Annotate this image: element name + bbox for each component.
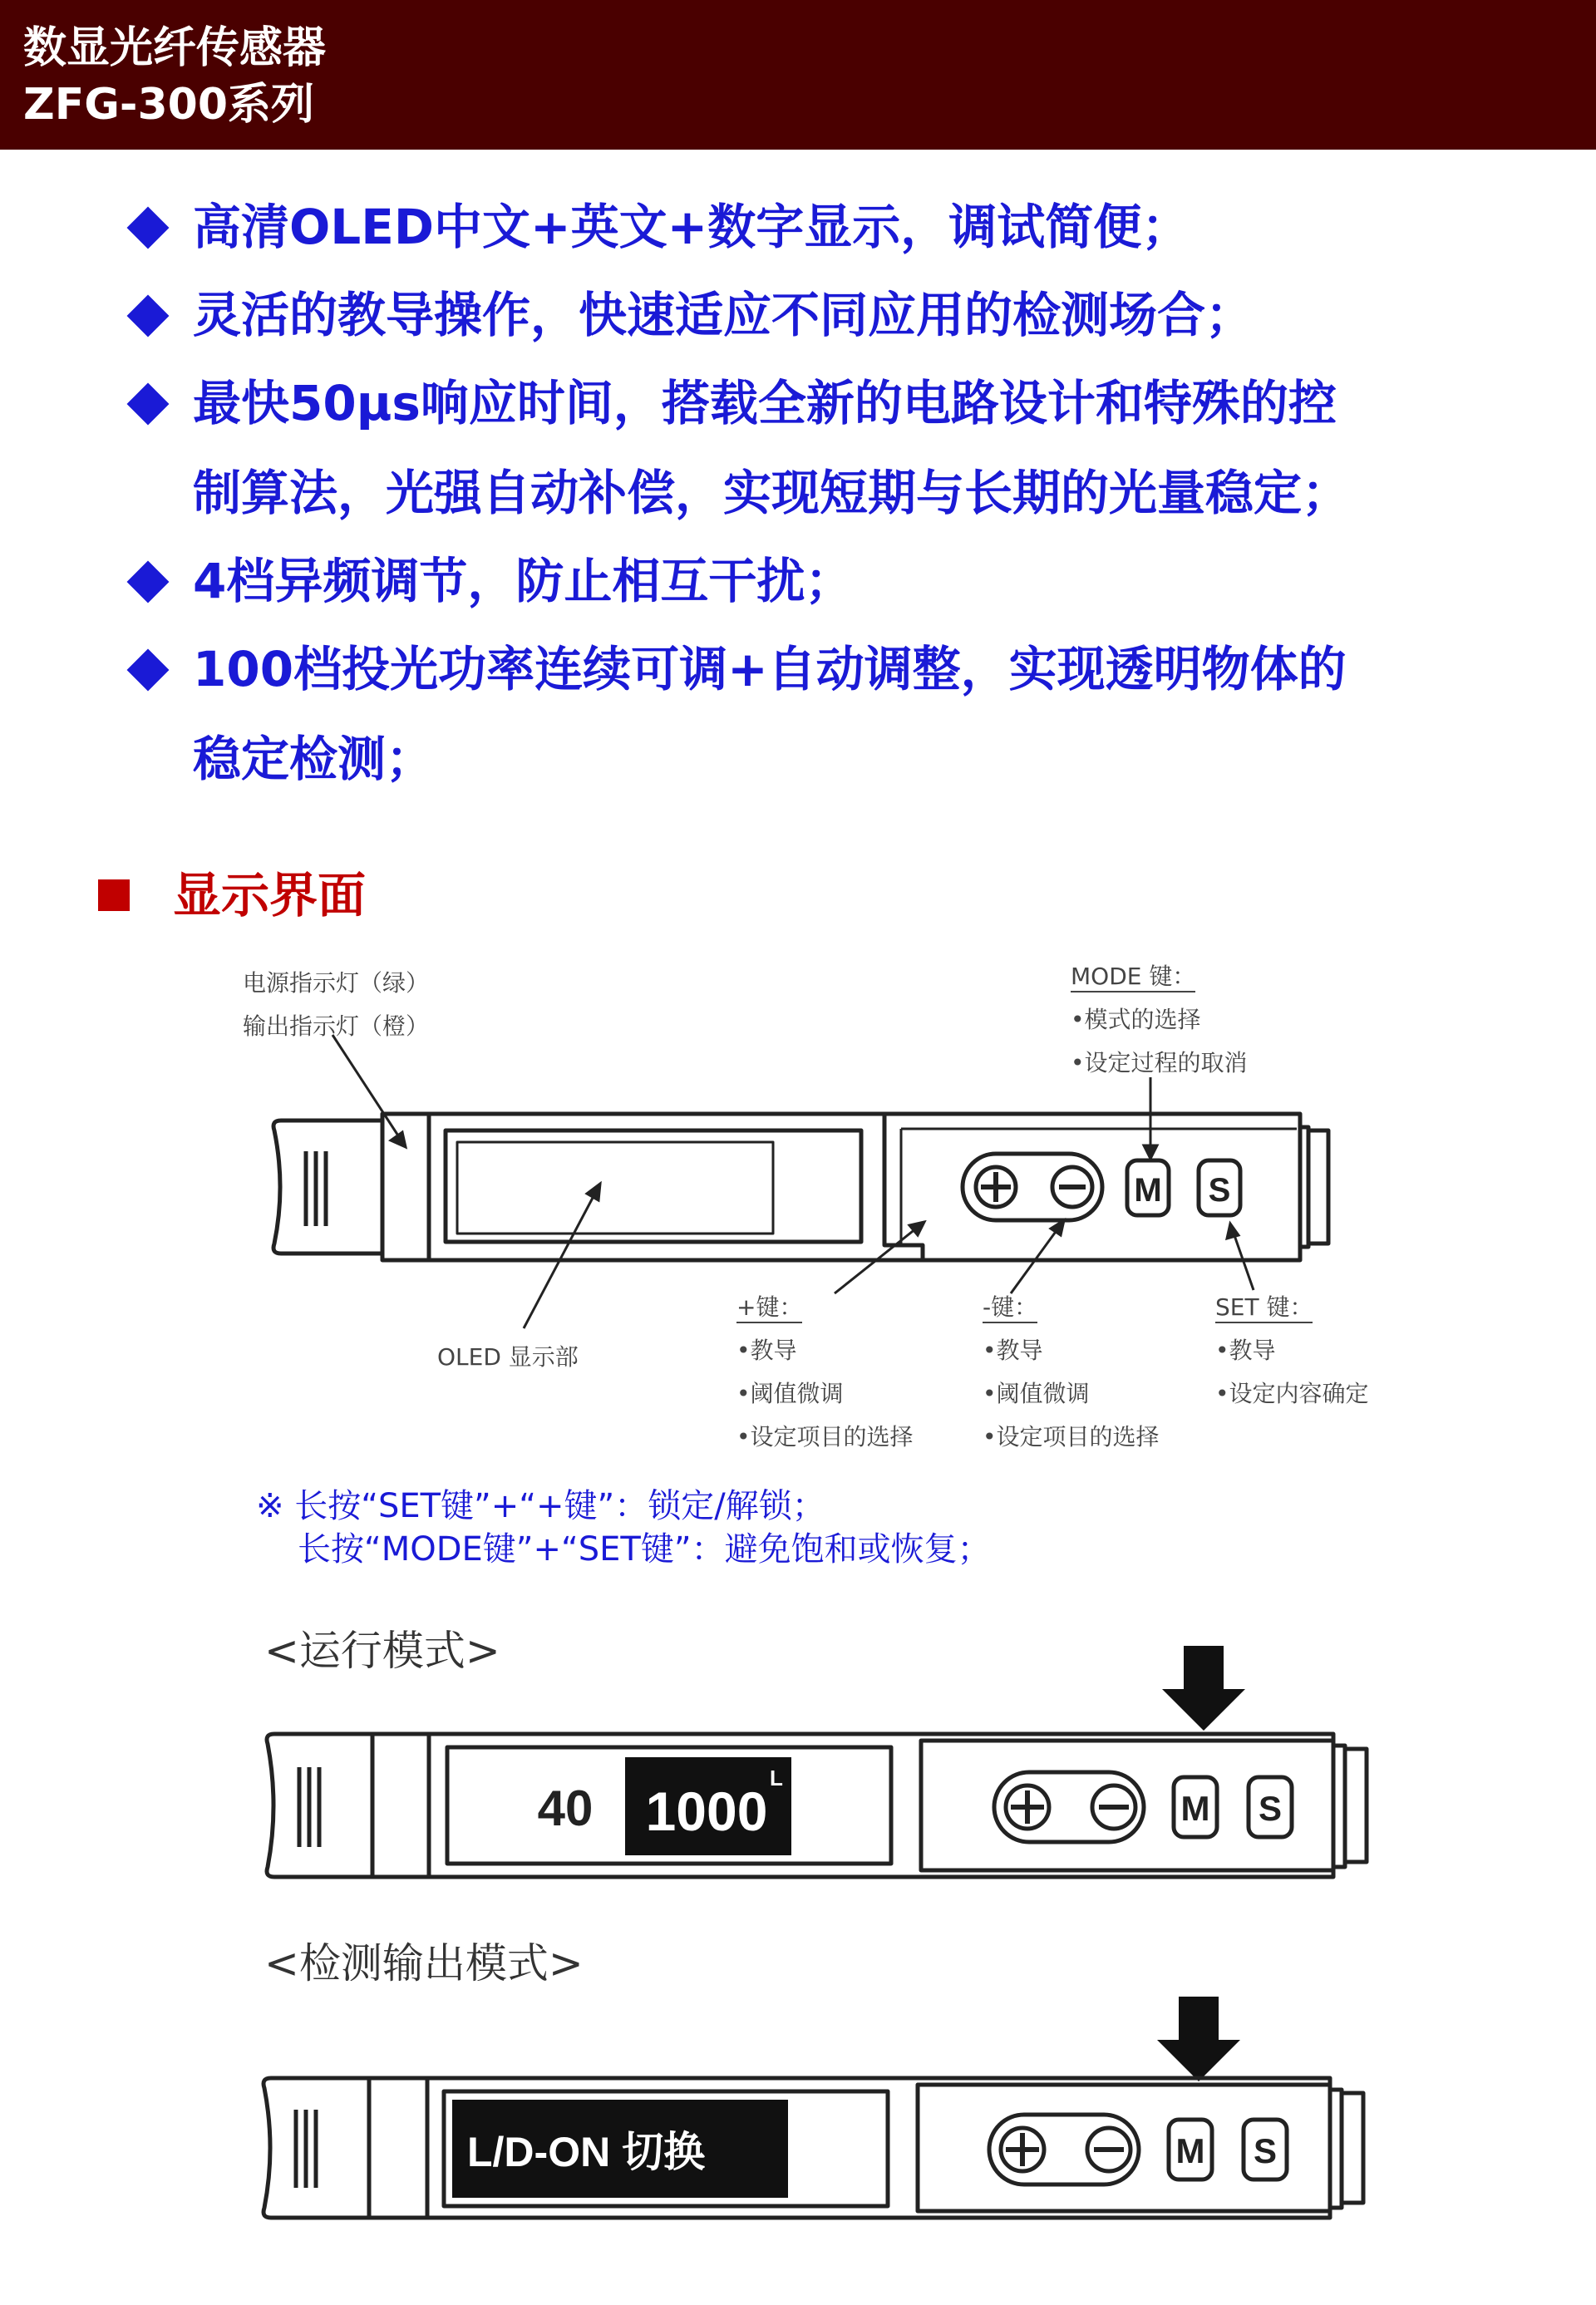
m-key-glyph: M <box>1180 1789 1210 1828</box>
minus-key-title: -键： <box>983 1293 1037 1323</box>
mode-key-title: MODE 键： <box>1071 963 1195 992</box>
output-led-label: 输出指示灯（橙） <box>243 1012 430 1040</box>
run-mode-title: <运行模式> <box>264 1627 500 1675</box>
mode-key-item: •模式的选择 <box>1071 1006 1201 1033</box>
m-key-glyph: M <box>1175 2131 1205 2170</box>
mode-key-item: •设定过程的取消 <box>1071 1049 1248 1076</box>
s-key-glyph: S <box>1253 2131 1278 2170</box>
m-key-glyph: M <box>1134 1172 1162 1209</box>
set-key-title: SET 键： <box>1215 1293 1313 1323</box>
minus-key-item: •阈值微调 <box>983 1380 1090 1407</box>
header-title: 数显光纤传感器 <box>23 23 327 73</box>
feature-item: 灵活的教导操作，快速适应不同应用的检测场合； <box>193 287 1254 343</box>
plus-key-item: •阈值微调 <box>736 1380 844 1407</box>
section-title: 显示界面 <box>173 867 367 923</box>
oled-label: OLED 显示部 <box>437 1343 579 1371</box>
feature-item: 最快50μs响应时间，搭载全新的电路设计和特殊的控 <box>193 375 1337 431</box>
s-key-glyph: S <box>1258 1789 1283 1828</box>
set-key-item: •设定内容确定 <box>1215 1380 1369 1407</box>
detect-mode-title: <检测输出模式> <box>264 1939 584 1987</box>
note-line: 长按“MODE键”+“SET键”：避免饱和或恢复； <box>298 1530 991 1569</box>
detect-display-text: L/D-ON 切换 <box>467 2129 706 2175</box>
run-value-right: 1000 <box>645 1780 768 1842</box>
minus-key-item: •设定项目的选择 <box>983 1423 1160 1450</box>
feature-item: 高清OLED中文+英文+数字显示，调试简便； <box>193 199 1190 255</box>
feature-item-continued: 制算法，光强自动补偿，实现短期与长期的光量稳定； <box>193 465 1351 521</box>
header-subtitle: ZFG-300系列 <box>23 80 315 130</box>
power-led-label: 电源指示灯（绿） <box>243 969 430 997</box>
feature-item-continued: 稳定检测； <box>193 731 435 787</box>
feature-item: 100档投光功率连续可调+自动调整，实现透明物体的 <box>193 641 1347 697</box>
run-value-left: 40 <box>537 1780 594 1836</box>
set-key-item: •教导 <box>1215 1337 1276 1364</box>
feature-item: 4档异频调节，防止相互干扰； <box>193 553 854 609</box>
minus-key-item: •教导 <box>983 1337 1043 1364</box>
plus-key-item: •教导 <box>736 1337 797 1364</box>
s-key-glyph: S <box>1208 1172 1231 1209</box>
plus-key-item: •设定项目的选择 <box>736 1423 914 1450</box>
note-line: ※ 长按“SET键”+“+键”：锁定/解锁； <box>256 1487 825 1525</box>
run-superscript: L <box>770 1766 783 1790</box>
plus-key-title: +键： <box>736 1293 802 1323</box>
